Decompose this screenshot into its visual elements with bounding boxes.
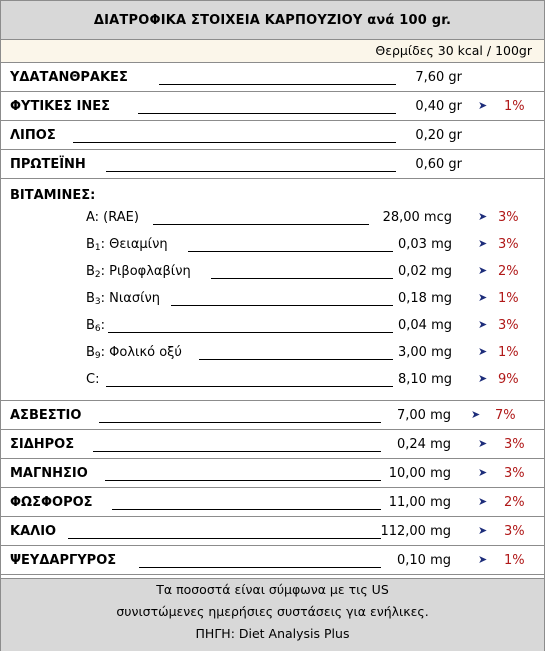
- right-arrow-circle-icon: ➤: [478, 264, 488, 277]
- vitamin-label: [86, 291, 160, 307]
- mineral-label: ΜΑΓΝΗΣΙΟ: [10, 466, 88, 481]
- vitamin-label: [86, 345, 182, 361]
- leader-line: [153, 224, 369, 225]
- vitamin-value: 0,18 mg: [398, 291, 452, 306]
- vitamin-subscript: 9: [94, 351, 101, 361]
- vitamin-label: [86, 210, 139, 225]
- leader-line: [106, 386, 393, 387]
- nutrient-label: ΥΔΑΤΑΝΘΡΑΚΕΣ: [10, 70, 128, 85]
- vitamin-name: : Θειαμίνη: [100, 237, 168, 252]
- panel-title: ΔΙΑΤΡΟΦΙΚΑ ΣΤΟΙΧΕΙΑ ΚΑΡΠΟΥΖΙΟΥ ανά 100 gr.: [1, 1, 544, 40]
- vitamin-value: 8,10 mg: [398, 372, 452, 387]
- leader-line: [211, 278, 393, 279]
- vitamin-value: 3,00 mg: [398, 345, 452, 360]
- nutrient-label: ΠΡΩΤΕΪΝΗ: [10, 157, 86, 172]
- vitamin-label: [86, 264, 191, 280]
- leader-line: [93, 451, 381, 452]
- leader-line: [112, 509, 381, 510]
- vitamin-label: [86, 372, 99, 387]
- mineral-percent: 3%: [504, 524, 525, 539]
- nutrient-label: ΛΙΠΟΣ: [10, 128, 56, 143]
- leader-line: [139, 567, 381, 568]
- vitamin-name: : Φολικό οξύ: [100, 345, 182, 360]
- mineral-value: 10,00 mg: [388, 466, 451, 481]
- nutrient-value: 7,60 gr: [415, 70, 462, 85]
- leader-line: [105, 480, 381, 481]
- vitamin-value: 28,00 mcg: [382, 210, 452, 225]
- leader-line: [138, 113, 396, 114]
- vitamins-heading: ΒΙΤΑΜΙΝΕΣ:: [10, 188, 96, 203]
- vitamin-name: :: [100, 318, 106, 333]
- vitamin-percent: 3%: [498, 237, 519, 252]
- right-arrow-circle-icon: ➤: [478, 345, 488, 358]
- mineral-value: 11,00 mg: [388, 495, 451, 510]
- vitamin-letter: A: [86, 210, 95, 225]
- leader-line: [106, 171, 396, 172]
- leader-line: [159, 84, 396, 85]
- mineral-value: 0,24 mg: [397, 437, 451, 452]
- vitamin-value: 0,03 mg: [398, 237, 452, 252]
- mineral-row: [1, 459, 544, 488]
- right-arrow-circle-icon: ➤: [478, 553, 488, 566]
- mineral-row: [1, 488, 544, 517]
- right-arrow-circle-icon: ➤: [478, 437, 488, 450]
- mineral-label: ΑΣΒΕΣΤΙΟ: [10, 408, 82, 423]
- vitamin-letter: B: [86, 345, 95, 360]
- mineral-label: ΨΕΥΔΑΡΓΥΡΟΣ: [10, 553, 117, 568]
- vitamin-percent: 9%: [498, 372, 519, 387]
- vitamin-percent: 2%: [498, 264, 519, 279]
- vitamin-name: : Νιασίνη: [100, 291, 161, 306]
- right-arrow-circle-icon: ➤: [478, 466, 488, 479]
- vitamin-percent: 3%: [498, 210, 519, 225]
- right-arrow-circle-icon: ➤: [471, 408, 481, 421]
- mineral-row: [1, 546, 544, 575]
- calorie-text: Θερμίδες 30 kcal / 100gr: [375, 43, 532, 58]
- leader-line: [108, 332, 393, 333]
- nutrient-value: 0,40 gr: [415, 99, 462, 114]
- mineral-label: ΣΙΔΗΡΟΣ: [10, 437, 75, 452]
- nutrient-row: [1, 92, 544, 121]
- calorie-bar: [1, 40, 544, 63]
- footer-note: [1, 578, 544, 651]
- nutrient-row: [1, 121, 544, 150]
- leader-line: [188, 251, 393, 252]
- vitamin-name: : Ριβοφλαβίνη: [100, 264, 191, 279]
- right-arrow-circle-icon: ➤: [478, 210, 488, 223]
- vitamin-letter: B: [86, 318, 95, 333]
- vitamin-letter: C: [86, 372, 96, 387]
- vitamin-subscript: 1: [94, 243, 101, 253]
- mineral-percent: 7%: [495, 408, 516, 423]
- right-arrow-circle-icon: ➤: [478, 237, 488, 250]
- mineral-percent: 1%: [504, 553, 525, 568]
- vitamin-value: 0,02 mg: [398, 264, 452, 279]
- vitamin-subscript: 6: [94, 324, 101, 334]
- footer-line-2: συνιστώμενες ημερήσιες συστάσεις για ενήλικες.: [116, 604, 429, 619]
- vitamin-subscript: 2: [94, 270, 101, 280]
- nutrient-row: [1, 150, 544, 179]
- right-arrow-circle-icon: ➤: [478, 524, 488, 537]
- mineral-label: ΦΩΣΦΟΡΟΣ: [10, 495, 93, 510]
- vitamin-value: 0,04 mg: [398, 318, 452, 333]
- nutrient-label: ΦΥΤΙΚΕΣ ΙΝΕΣ: [10, 99, 111, 114]
- vitamin-percent: 1%: [498, 291, 519, 306]
- right-arrow-circle-icon: ➤: [478, 291, 488, 304]
- vitamin-letter: B: [86, 237, 95, 252]
- mineral-value: 7,00 mg: [397, 408, 451, 423]
- right-arrow-circle-icon: ➤: [478, 495, 488, 508]
- leader-line: [171, 305, 393, 306]
- mineral-label: ΚΑΛΙΟ: [10, 524, 57, 539]
- footer-line-3: ΠΗΓΗ: Diet Analysis Plus: [195, 626, 350, 641]
- right-arrow-circle-icon: ➤: [478, 318, 488, 331]
- vitamin-letter: B: [86, 264, 95, 279]
- mineral-row: [1, 430, 544, 459]
- mineral-value: 112,00 mg: [380, 524, 451, 539]
- mineral-percent: 3%: [504, 437, 525, 452]
- leader-line: [199, 359, 393, 360]
- footer-line-1: Τα ποσοστά είναι σύμφωνα με τις US: [156, 582, 389, 597]
- vitamin-label: [86, 318, 105, 334]
- vitamin-percent: 3%: [498, 318, 519, 333]
- leader-line: [68, 538, 381, 539]
- leader-line: [73, 142, 396, 143]
- mineral-row: [1, 517, 544, 546]
- right-arrow-circle-icon: ➤: [478, 99, 488, 112]
- mineral-row: [1, 401, 544, 430]
- mineral-percent: 3%: [504, 466, 525, 481]
- mineral-value: 0,10 mg: [397, 553, 451, 568]
- nutrient-value: 0,20 gr: [415, 128, 462, 143]
- vitamin-percent: 1%: [498, 345, 519, 360]
- vitamin-subscript: 3: [94, 297, 101, 307]
- vitamin-name: : (RAE): [94, 210, 139, 225]
- vitamin-letter: B: [86, 291, 95, 306]
- vitamin-label: [86, 237, 168, 253]
- nutrient-row: [1, 63, 544, 92]
- nutrient-percent: 1%: [504, 99, 525, 114]
- leader-line: [99, 422, 381, 423]
- vitamin-name: :: [95, 372, 100, 387]
- vitamins-block: [1, 179, 544, 401]
- nutrient-value: 0,60 gr: [415, 157, 462, 172]
- right-arrow-circle-icon: ➤: [478, 372, 488, 385]
- mineral-percent: 2%: [504, 495, 525, 510]
